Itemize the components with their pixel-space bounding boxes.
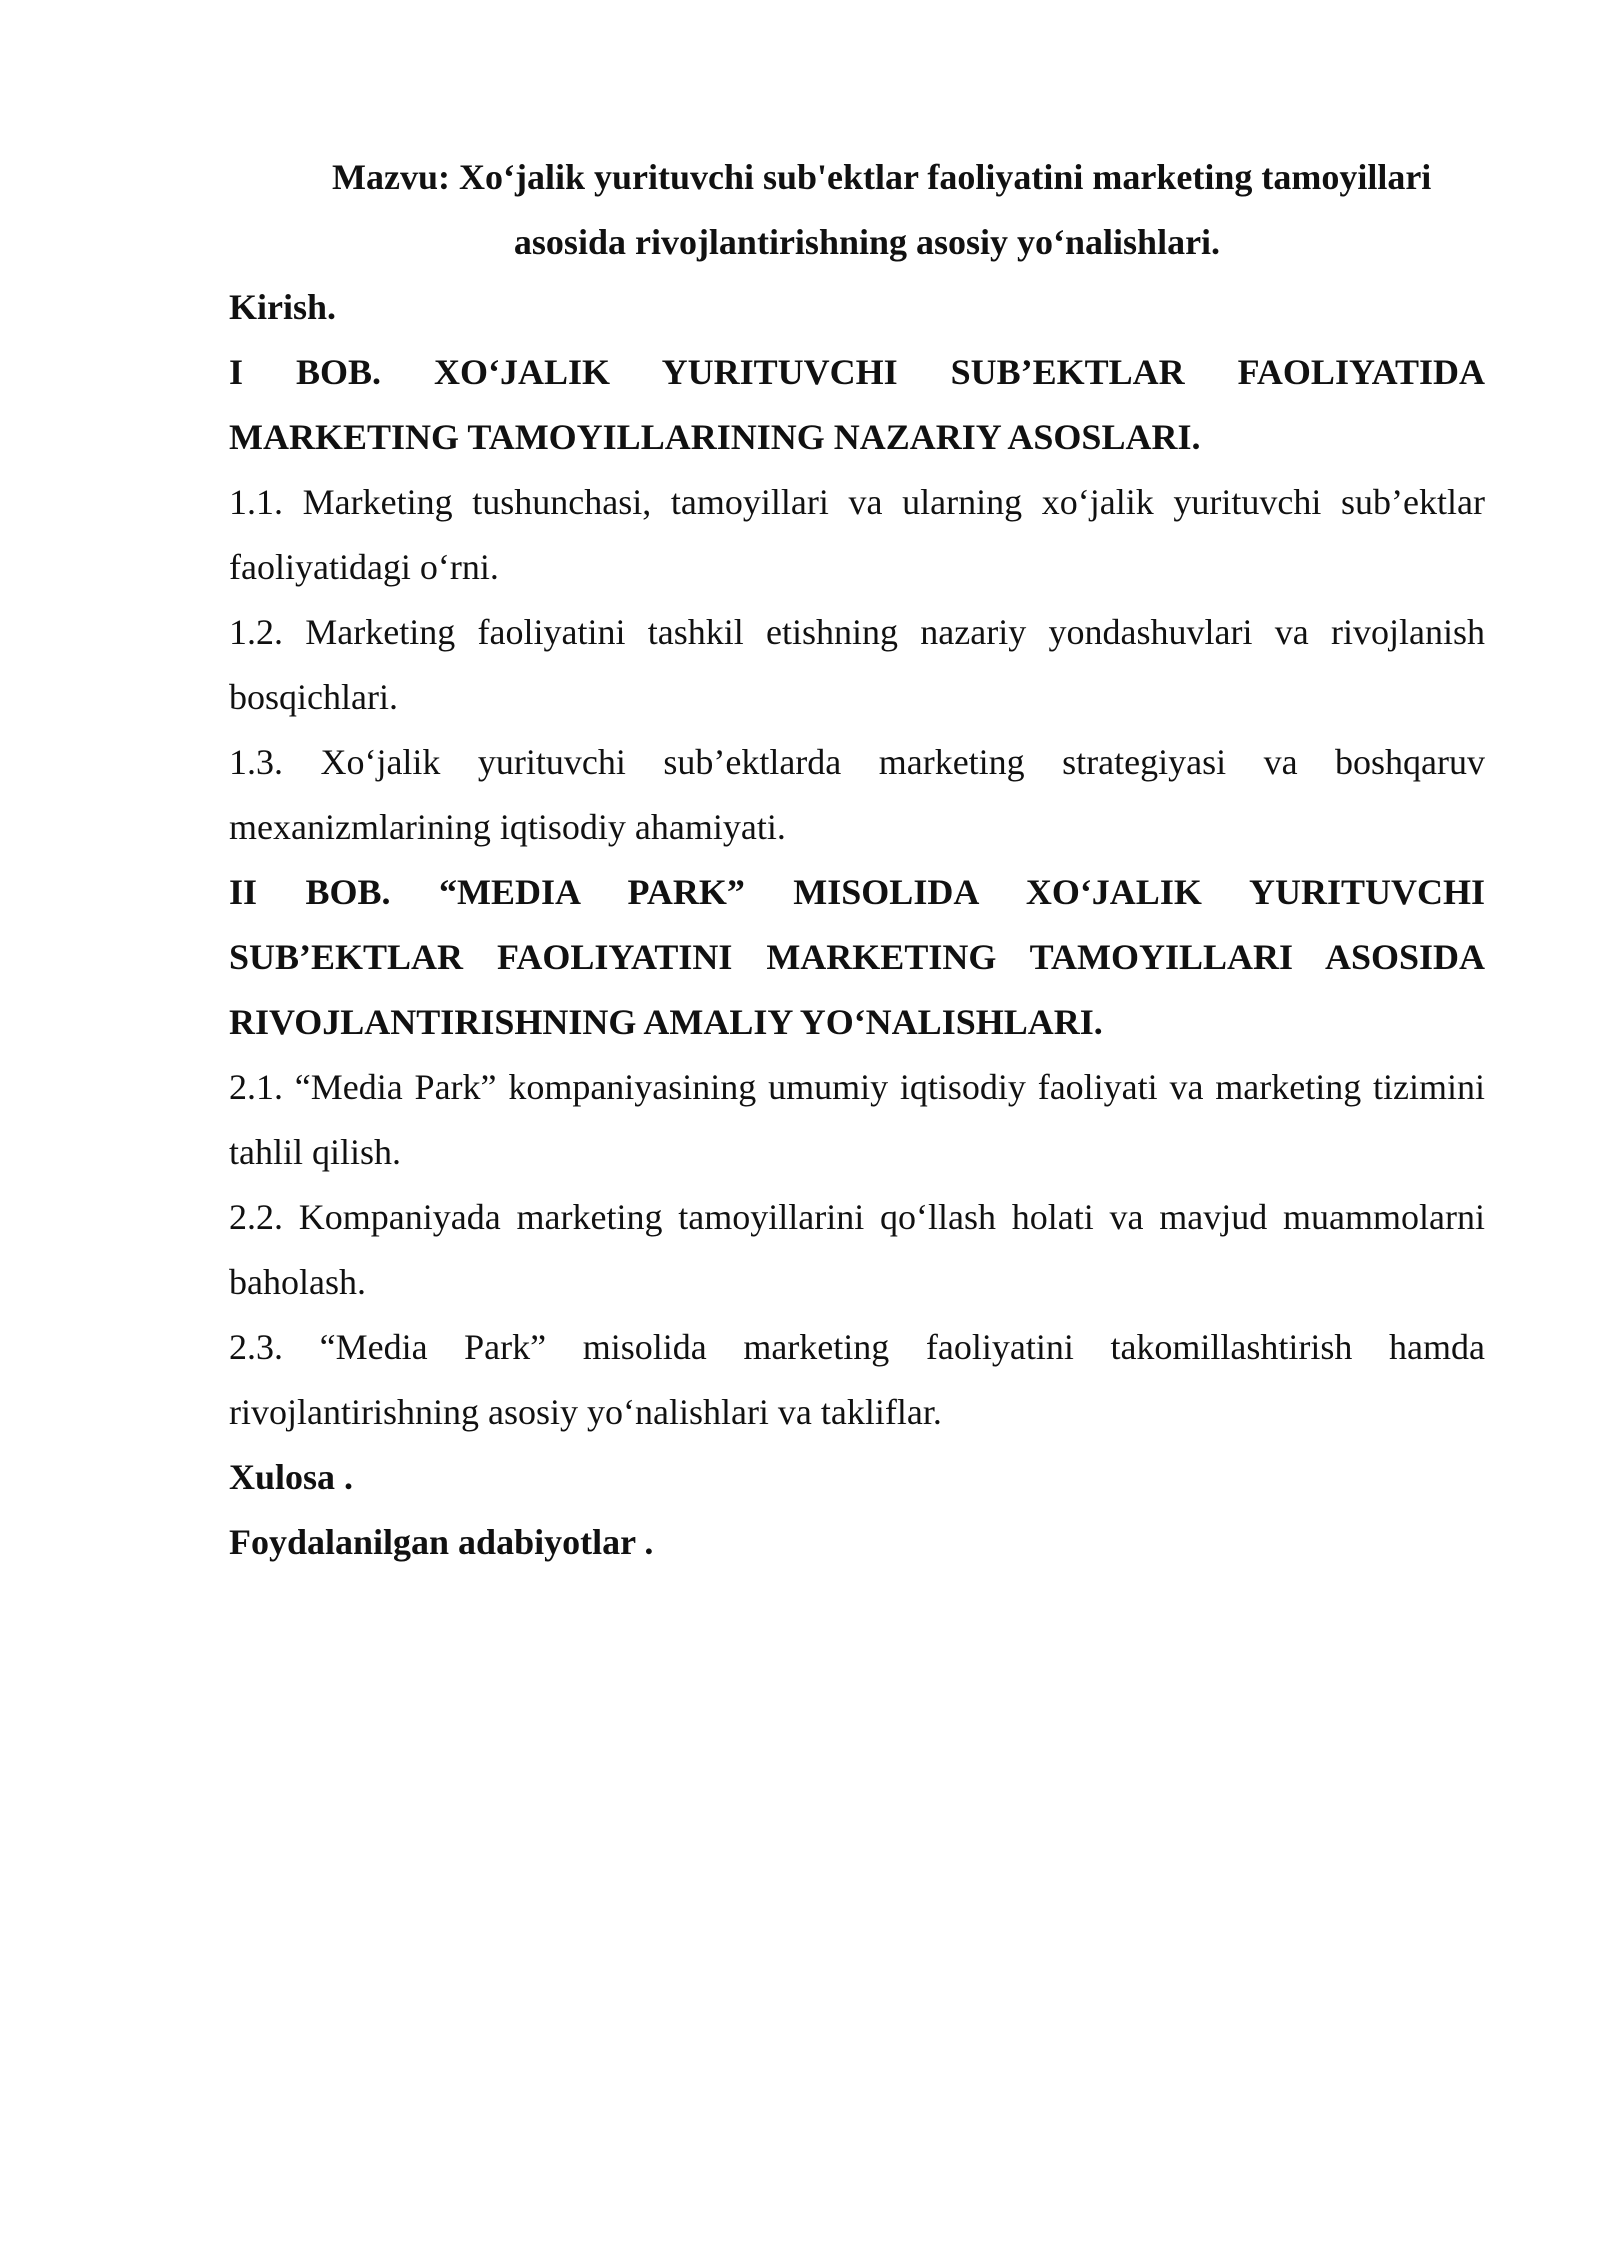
toc-intro: Kirish. — [229, 287, 337, 327]
document-page — [229, 145, 1485, 1575]
title-line-1: Mazvu: Xo‘jalik yurituvchi sub'ektlar faoliyatini marketing tamoyillari — [332, 157, 1432, 197]
toc-section-2-1: 2.1. “Media Park” kompaniyasining umumiy iqtisodiy faoliyati va marketing tizimini tahlil qilish. — [229, 1067, 1485, 1172]
toc-chapter-2: II BOB. “MEDIA PARK” MISOLIDA XO‘JALIK YURITUVCHI SUB’EKTLAR FAOLIYATINI MARKETING TAMOYILLARI ASOSIDA RIVOJLANTIRISHNING AMALIY YO‘NALISHLARI. — [229, 872, 1485, 1042]
title-line-2: asosida rivojlantirishning asosiy yo‘nalishlari. — [513, 222, 1221, 262]
toc-conclusion: Xulosa . — [229, 1457, 354, 1497]
toc-section-2-3: 2.3. “Media Park” misolida marketing faoliyatini takomillashtirish hamda rivojlantirishning asosiy yo‘nalishlari va takliflar. — [229, 1327, 1485, 1432]
toc-section-1-2: 1.2. Marketing faoliyatini tashkil etishning nazariy yondashuvlari va rivojlanish bosqichlari. — [229, 612, 1485, 717]
toc-section-1-1: 1.1. Marketing tushunchasi, tamoyillari va ularning xo‘jalik yurituvchi sub’ektlar faoliyatidagi o‘rni. — [229, 482, 1485, 587]
toc-section-1-3: 1.3. Xo‘jalik yurituvchi sub’ektlarda marketing strategiyasi va boshqaruv mexanizmlarining iqtisodiy ahamiyati. — [229, 742, 1485, 847]
toc-references: Foydalanilgan adabiyotlar . — [229, 1522, 654, 1562]
toc-section-2-2: 2.2. Kompaniyada marketing tamoyillarini qo‘llash holati va mavjud muammolarni baholash. — [229, 1197, 1485, 1302]
toc-chapter-1: I BOB. XO‘JALIK YURITUVCHI SUB’EKTLAR FAOLIYATIDA MARKETING TAMOYILLARINING NAZARIY ASOSLARI. — [229, 352, 1485, 457]
document-title — [229, 145, 1485, 275]
